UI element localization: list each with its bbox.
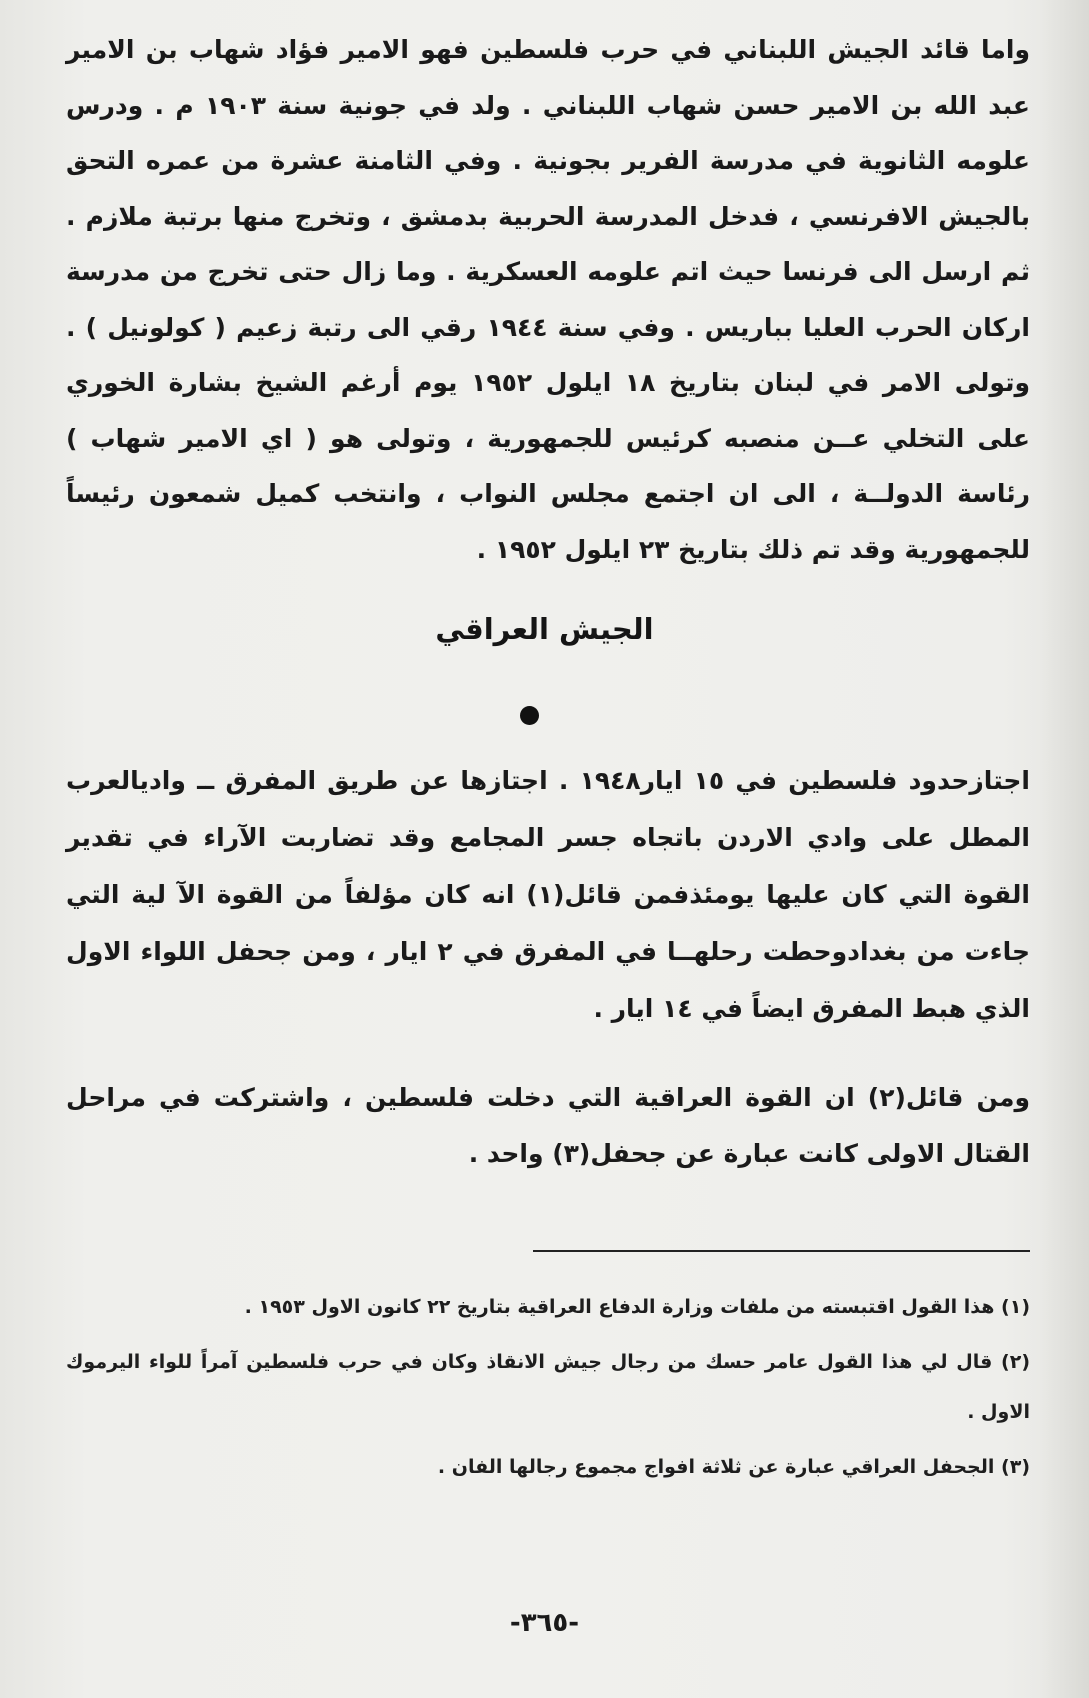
- paragraph-iraqi-army-entry: اجتازحدود فلسطين في ١٥ ايار١٩٤٨ . اجتازها عن طريق المفرق ــ واديالعرب المطل على وادي الاردن باتجاه جسر المجامع وقد تضاربت الآراء في تقدير القوة التي كان عليها يومئذفمن قائل(١) انه كان مؤلفاً من القوة الآ لية التي جاءت من بغدادوحطت رحلهــا في المفرق في ٢ ايار ، ومن جحفل اللواء الاول الذي هبط المفرق ايضاً في ١٤ ايار .: [66, 766, 1031, 1023]
- page-number: -٣٦٥-: [509, 1608, 580, 1638]
- footnote-divider: [533, 1250, 1030, 1252]
- paragraph-iraqi-force-size: ومن قائل(٢) ان القوة العراقية التي دخلت فلسطين ، واشتركت في مراحل القتال الاولى كانت عبارة عن جحفل(٣) واحد .: [66, 1083, 1030, 1168]
- footnote-1: (١) هذا القول اقتبسته من ملفات وزارة الدفاع العراقية بتاريخ ٢٢ كانون الاول ١٩٥٣ .: [244, 1296, 1030, 1318]
- section-heading: الجيش العراقي: [435, 612, 654, 646]
- footnote-3: (٣) الجحفل العراقي عبارة عن ثلاثة افواج مجموع رجالها الفان .: [437, 1456, 1030, 1478]
- scan-shadow: [1039, 0, 1089, 1698]
- bullet-dot: [520, 706, 539, 725]
- paragraph-lebanese-army-commander: واما قائد الجيش اللبناني في حرب فلسطين فهو الامير فؤاد شهاب بن الامير عبد الله بن الامير حسن شهاب اللبناني . ولد في جونية سنة ١٩٠٣ م . ودرس علومه الثانوية في مدرسة الفرير بجونية . وفي الثامنة عشرة من عمره التحق بالجيش الافرنسي ، فدخل المدرسة الحربية بدمشق ، وتخرج منها برتبة ملازم . ثم ارسل الى فرنسا حيث اتم علومه العسكرية . وما زال حتى تخرج من مدرسة اركان الحرب العليا بباريس . وفي سنة ١٩٤٤ رقي الى رتبة زعيم ( كولونيل ) . وتولى الامر في لبنان بتاريخ ١٨ ايلول ١٩٥٢ يوم أرغم الشيخ بشارة الخوري على التخلي عــن منصبه كرئيس للجمهورية ، وتولى هو ( اي الامير شهاب ) رئاسة الدولــة ، الى ان اجتمع مجلس النواب ، وانتخب كميل شمعون رئيساً للجمهورية وقد تم ذلك بتاريخ ٢٣ ايلول ١٩٥٢ .: [66, 35, 1031, 564]
- footnote-2: (٢) قال لي هذا القول عامر حسك من رجال جيش الانقاذ وكان في حرب فلسطين آمراً للواء اليرموك الاول .: [66, 1351, 1030, 1423]
